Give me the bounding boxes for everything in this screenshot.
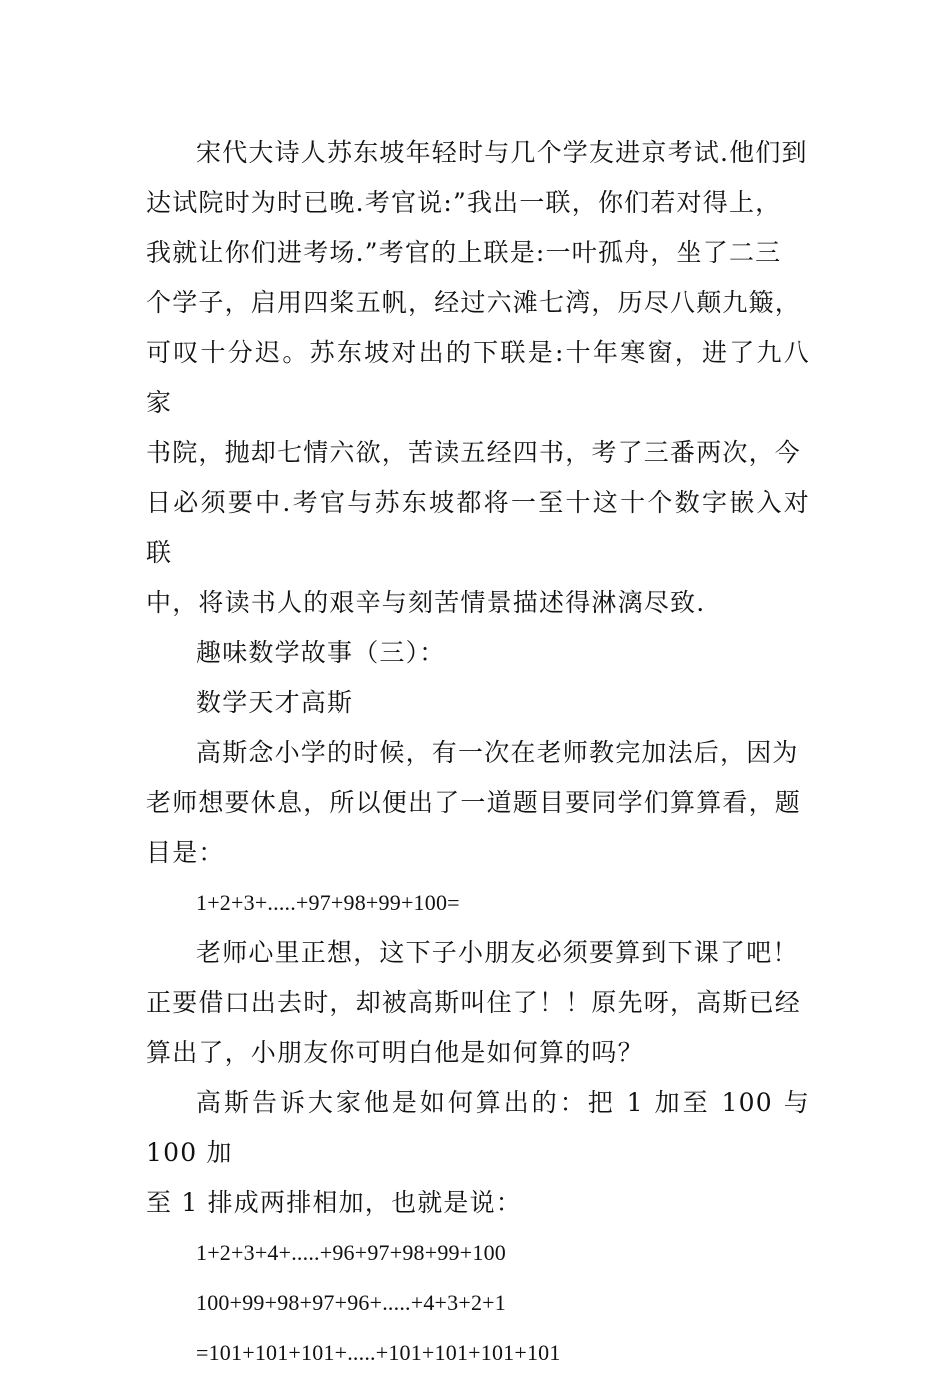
formula-text: =101+101+101+.....+101+101+101+101 xyxy=(196,1340,561,1365)
formula-text: 1+2+3+.....+97+98+99+100= xyxy=(196,890,460,915)
paragraph-su-dongpo-story xyxy=(146,128,810,628)
text-line: 高斯念小学的时候，有一次在老师教完加法后，因为 xyxy=(196,738,799,767)
paragraph-gauss-intro xyxy=(146,728,810,878)
formula-sum-row xyxy=(146,1328,810,1378)
paragraph-gauss-method xyxy=(146,1078,810,1228)
text-line: 目是： xyxy=(146,838,225,867)
title-text: 数学天才高斯 xyxy=(196,688,354,717)
text-line: 正要借口出去时，却被高斯叫住了！！原先呀，高斯已经 xyxy=(146,988,802,1017)
formula-text: 100+99+98+97+96+.....+4+3+2+1 xyxy=(196,1290,506,1315)
document-body xyxy=(146,128,810,1378)
section-heading xyxy=(146,628,810,678)
text-line: 至 1 排成两排相加，也就是说： xyxy=(146,1188,523,1217)
text-line: 老师心里正想，这下子小朋友必须要算到下课了吧！ xyxy=(196,938,799,967)
text-line: 我就让你们进考场.”考官的上联是:一叶孤舟，坐了二三 xyxy=(146,238,782,267)
formula-descending-row xyxy=(146,1278,810,1328)
text-line: 达试院时为时已晚.考官说:”我出一联，你们若对得上， xyxy=(146,188,782,217)
story-title xyxy=(146,678,810,728)
text-line: 宋代大诗人苏东坡年轻时与几个学友进京考试.他们到 xyxy=(196,138,808,167)
paragraph-teacher-thought xyxy=(146,928,810,1078)
text-line: 算出了，小朋友你可明白他是如何算的吗？ xyxy=(146,1038,644,1067)
text-line: 高斯告诉大家他是如何算出的：把 1 加至 100 与 100 加 xyxy=(146,1088,810,1167)
text-line: 可叹十分迟。苏东坡对出的下联是:十年寒窗，进了九八家 xyxy=(146,338,810,417)
formula-ascending-row xyxy=(146,1228,810,1278)
text-line: 日必须要中.考官与苏东坡都将一至十这十个数字嵌入对联 xyxy=(146,488,810,567)
formula-sum-question xyxy=(146,878,810,928)
heading-text: 趣味数学故事（三）： xyxy=(196,638,446,667)
text-line: 中，将读书人的艰辛与刻苦情景描述得淋漓尽致. xyxy=(146,588,706,617)
text-line: 老师想要休息，所以便出了一道题目要同学们算算看，题 xyxy=(146,788,802,817)
text-line: 书院，抛却七情六欲，苦读五经四书，考了三番两次，今 xyxy=(146,438,802,467)
formula-text: 1+2+3+4+.....+96+97+98+99+100 xyxy=(196,1240,506,1265)
text-line: 个学子，启用四桨五帆，经过六滩七湾，历尽八颠九簸， xyxy=(146,288,802,317)
